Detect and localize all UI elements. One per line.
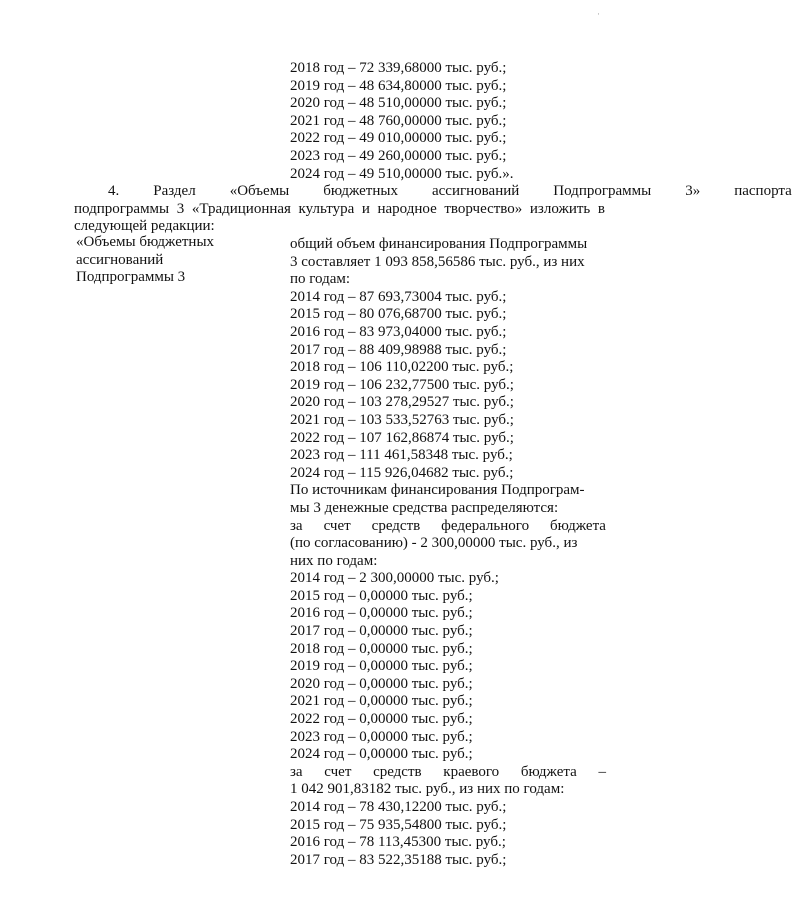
year-item: 2016 год – 0,00000 тыс. руб.; (290, 605, 473, 622)
year-item: 2016 год – 83 973,04000 тыс. руб.; (290, 323, 507, 340)
word: Раздел (153, 183, 196, 199)
word: – (598, 763, 606, 780)
page-mark: · (597, 9, 600, 19)
word: паспорта (734, 183, 792, 199)
regional-line: 1 042 901,83182 тыс. руб., из них по годам: (290, 781, 565, 798)
year-item: 2015 год – 0,00000 тыс. руб.; (290, 587, 473, 604)
word: народное (377, 200, 437, 217)
list-item: 2020 год – 48 510,00000 тыс. руб.; (290, 95, 507, 112)
year-item: 2019 год – 0,00000 тыс. руб.; (290, 658, 473, 675)
year-item: 2022 год – 0,00000 тыс. руб.; (290, 711, 473, 728)
word: подпрограммы (74, 200, 170, 217)
list-item: 2018 год – 72 339,68000 тыс. руб.; (290, 60, 507, 76)
total-line: 3 составляет 1 093 858,56586 тыс. руб., из них (290, 253, 585, 270)
year-item: 2014 год – 78 430,12200 тыс. руб.; (290, 799, 507, 815)
word: и (361, 200, 370, 217)
word: краевого (443, 763, 500, 780)
year-item: 2024 год – 0,00000 тыс. руб.; (290, 746, 473, 763)
federal-line: (по согласованию) - 2 300,00000 тыс. руб., из (290, 535, 578, 552)
word: творчество» (444, 200, 523, 217)
year-item: 2021 год – 0,00000 тыс. руб.; (290, 693, 473, 710)
year-item: 2017 год – 88 409,98988 тыс. руб.; (290, 341, 507, 358)
year-item: 2021 год – 103 533,52763 тыс. руб.; (290, 411, 514, 428)
word: Подпрограммы (553, 183, 652, 199)
word: средств (373, 763, 422, 780)
word: «Объемы (229, 183, 290, 199)
list-item: 2019 год – 48 634,80000 тыс. руб.; (290, 77, 507, 94)
list-item: 2022 год – 49 010,00000 тыс. руб.; (290, 130, 507, 147)
label-line: «Объемы бюджетных (76, 234, 215, 250)
word: средств (371, 517, 421, 534)
year-item: 2014 год – 87 693,73004 тыс. руб.; (290, 288, 507, 305)
word: федерального (441, 517, 530, 534)
year-item: 2018 год – 0,00000 тыс. руб.; (290, 640, 473, 657)
paragraph-line (74, 201, 605, 219)
year-item: 2016 год – 78 113,45300 тыс. руб.; (290, 834, 506, 851)
word: бюджета (550, 517, 606, 534)
word: за (290, 517, 303, 534)
list-item: 2023 год – 49 260,00000 тыс. руб.; (290, 147, 507, 164)
word: культура (298, 200, 355, 217)
year-item: 2020 год – 103 278,29527 тыс. руб.; (290, 394, 514, 411)
label-line: ассигнований (76, 251, 164, 268)
year-item: 2023 год – 0,00000 тыс. руб.; (290, 728, 473, 745)
word: за (290, 763, 303, 780)
year-item: 2015 год – 75 935,54800 тыс. руб.; (290, 816, 507, 833)
amendment-paragraph (74, 183, 792, 236)
word: бюджета (520, 763, 577, 780)
year-item: 2020 год – 0,00000 тыс. руб.; (290, 675, 473, 692)
year-item: 2017 год – 83 522,35188 тыс. руб.; (290, 851, 507, 868)
word: 3» (685, 183, 701, 199)
word: бюджетных (323, 183, 398, 199)
paragraph-line: следующей редакции: (74, 218, 215, 235)
word: 3 (176, 200, 185, 217)
word: в (597, 200, 605, 217)
year-item: 2017 год – 0,00000 тыс. руб.; (290, 623, 473, 640)
word: 4. (108, 183, 120, 199)
year-item: 2023 год – 111 461,58348 тыс. руб.; (290, 447, 513, 464)
year-item: 2014 год – 2 300,00000 тыс. руб.; (290, 570, 499, 587)
year-item: 2018 год – 106 110,02200 тыс. руб.; (290, 359, 514, 376)
federal-line (290, 518, 606, 536)
paragraph-line (74, 183, 792, 201)
word: изложить (529, 200, 591, 217)
label-line: Подпрограммы 3 (76, 269, 186, 286)
section-label (76, 234, 236, 287)
section-content (290, 236, 606, 869)
word: счет (323, 517, 351, 534)
word: «Традиционная (191, 200, 291, 217)
year-item: 2024 год – 115 926,04682 тыс. руб.; (290, 464, 514, 481)
list-item: 2024 год – 49 510,00000 тыс. руб.». (290, 165, 514, 182)
word: ассигнований (431, 183, 520, 199)
total-line: общий объем финансирования Подпрограммы (290, 236, 588, 252)
regional-line (290, 764, 606, 782)
year-item: 2019 год – 106 232,77500 тыс. руб.; (290, 376, 514, 393)
list-item: 2021 год – 48 760,00000 тыс. руб.; (290, 112, 507, 129)
previous-years-list (290, 60, 610, 183)
total-line: по годам: (290, 271, 351, 288)
sources-line: мы 3 денежные средства распределяются: (290, 499, 559, 516)
federal-line: них по годам: (290, 552, 378, 569)
sources-line: По источникам финансирования Подпрограм- (290, 482, 585, 499)
year-item: 2015 год – 80 076,68700 тыс. руб.; (290, 306, 507, 323)
year-item: 2022 год – 107 162,86874 тыс. руб.; (290, 429, 514, 446)
word: счет (324, 763, 352, 780)
